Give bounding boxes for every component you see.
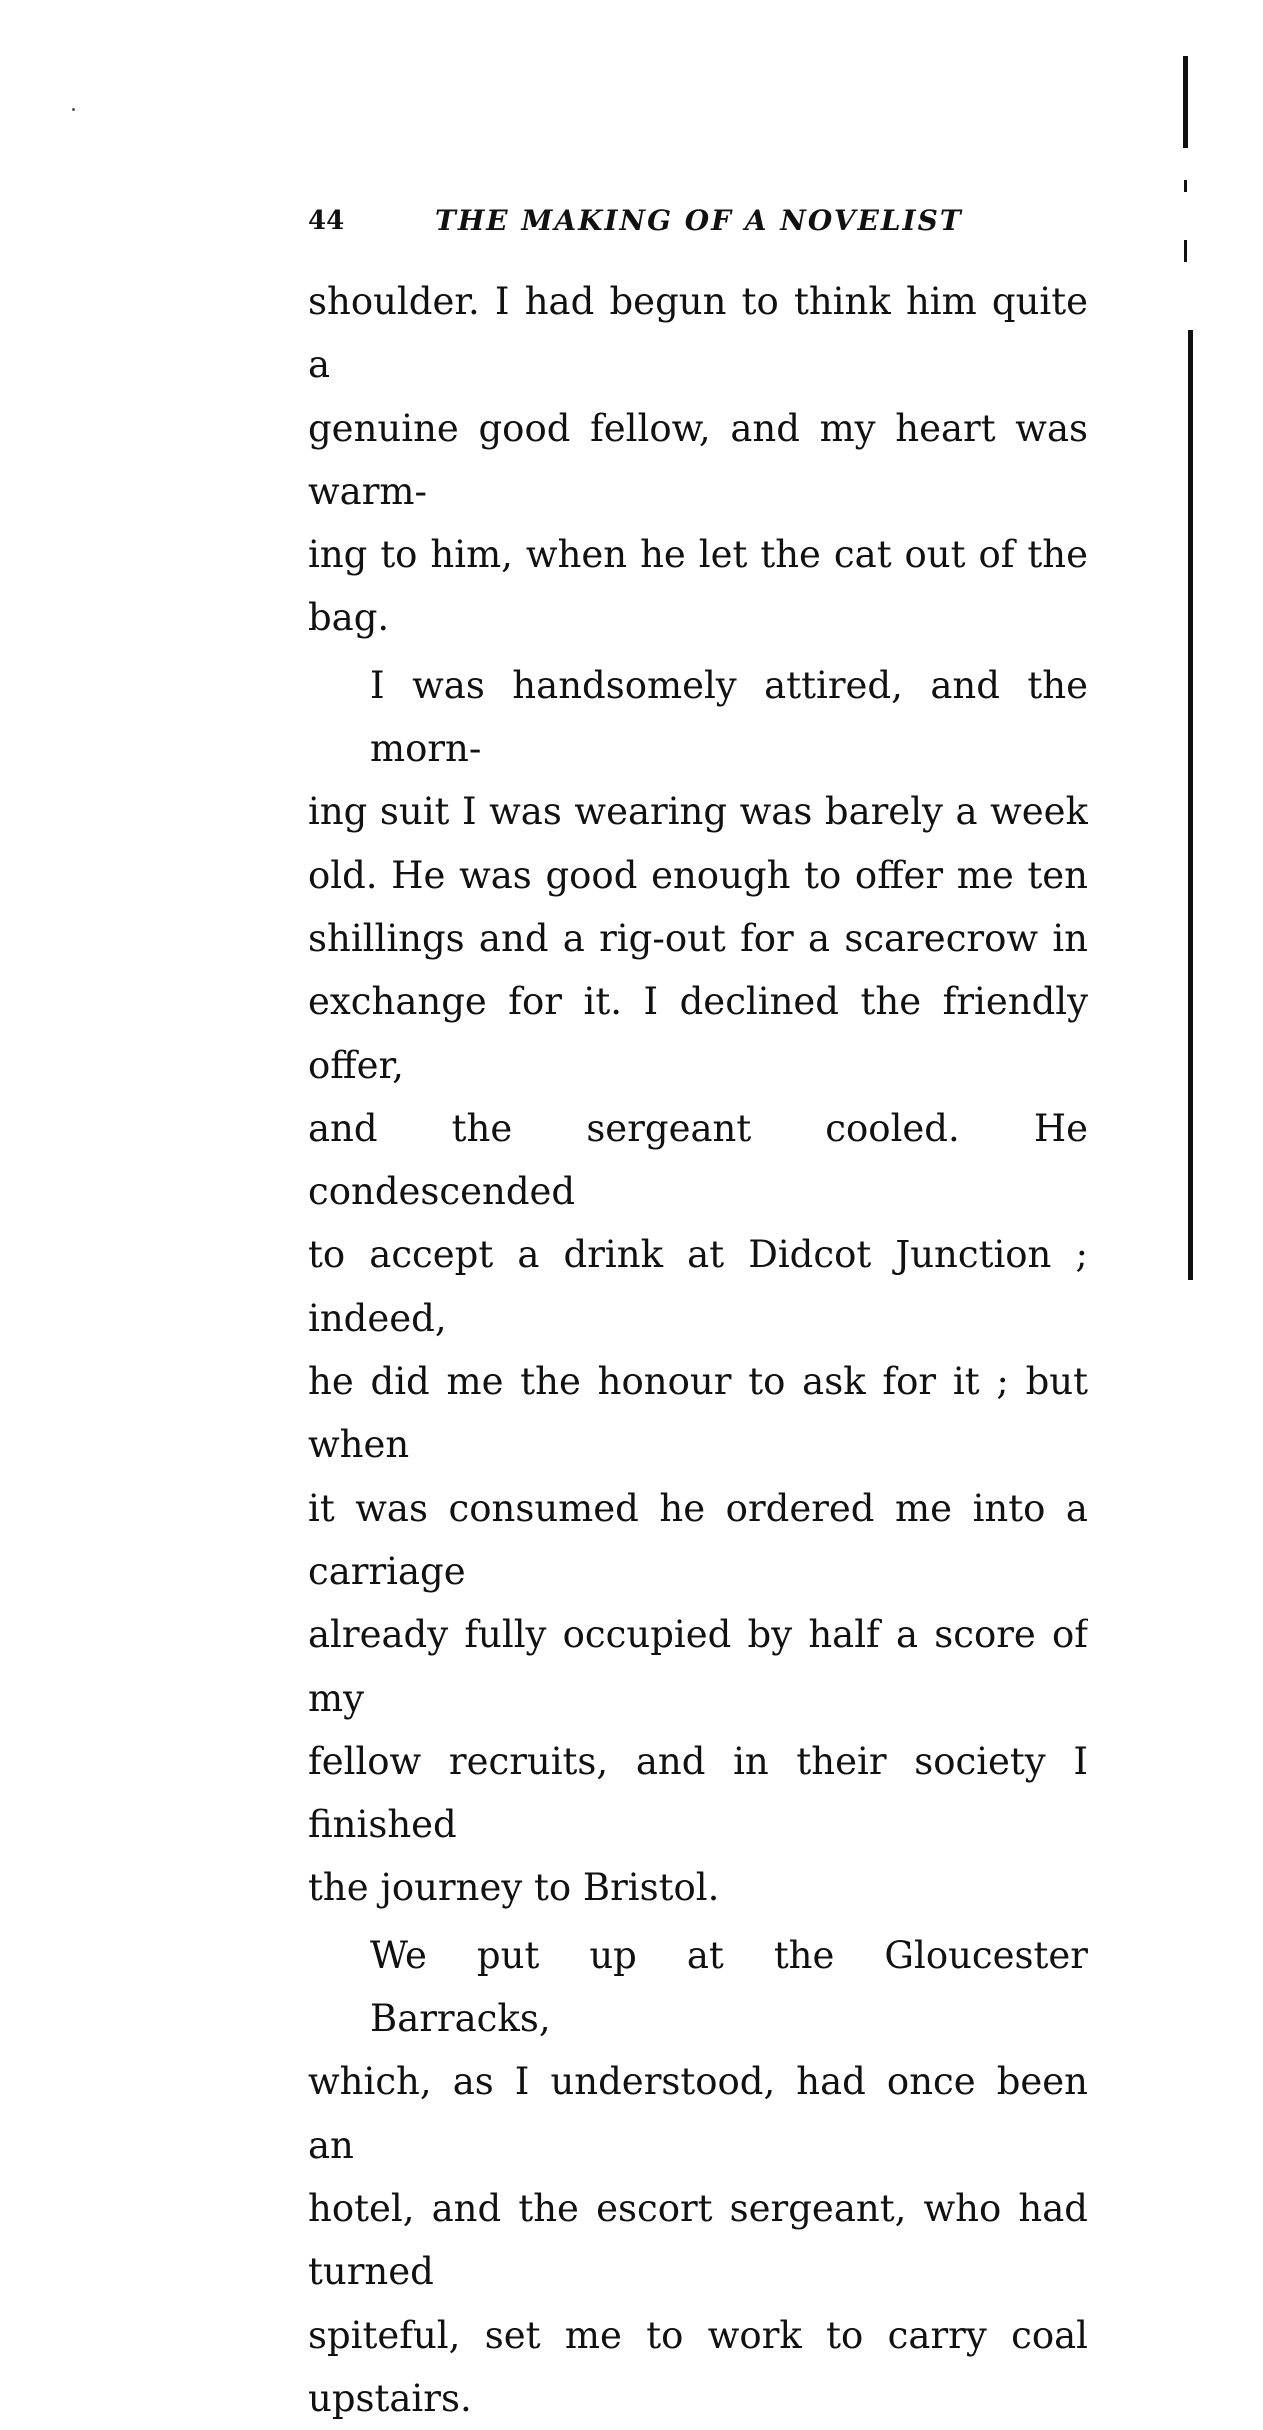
text-line: We put up at the Gloucester Barracks, [308,1924,1088,2051]
paragraph-3 [308,1924,1088,2430]
binding-edge-mark-top [1183,56,1188,148]
paragraph-2 [308,654,1088,1920]
binding-edge-mark-small [1184,240,1187,262]
text-line: which, as I understood, had once been an [308,2050,1088,2177]
binding-edge-mark-dot [1184,180,1187,192]
text-line: he did me the honour to ask for it ; but when [308,1350,1088,1477]
text-line: shillings and a rig-out for a scarecrow in [308,907,1088,970]
text-line: bag. [308,586,1088,649]
text-line: to accept a drink at Didcot Junction ; indeed, [308,1223,1088,1350]
binding-edge-mark-long [1188,330,1193,1280]
running-head [308,196,1088,246]
text-line: spiteful, set me to work to carry coal upstairs. [308,2304,1088,2430]
text-line: shoulder. I had begun to think him quite a [308,270,1088,397]
text-line: exchange for it. I declined the friendly offer, [308,970,1088,1097]
text-line: and the sergeant cooled. He condescended [308,1097,1088,1224]
text-line: old. He was good enough to offer me ten [308,844,1088,907]
text-line: hotel, and the escort sergeant, who had turned [308,2177,1088,2304]
text-line: the journey to Bristol. [308,1856,1088,1919]
body-text [308,270,1088,2430]
scan-speck [72,108,75,111]
text-line: it was consumed he ordered me into a carriage [308,1477,1088,1604]
running-title: THE MAKING OF A NOVELIST [435,196,963,246]
text-line: already fully occupied by half a score of my [308,1603,1088,1730]
page-number: 44 [308,196,344,246]
text-line: genuine good fellow, and my heart was warm- [308,397,1088,524]
paragraph-1 [308,270,1088,650]
text-line: I was handsomely attired, and the morn- [308,654,1088,781]
text-line: ing to him, when he let the cat out of the [308,523,1088,586]
text-line: fellow recruits, and in their society I finished [308,1730,1088,1857]
text-line: ing suit I was wearing was barely a week [308,780,1088,843]
